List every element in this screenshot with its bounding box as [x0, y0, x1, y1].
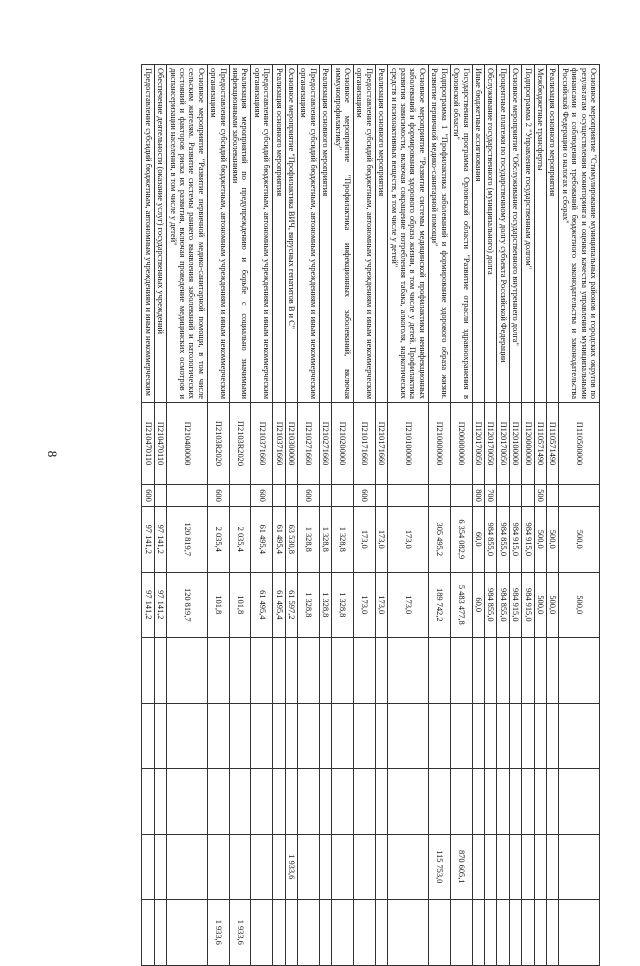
- row-expense-type-cell: [497, 485, 509, 507]
- row-amount-federal-cell: [229, 834, 251, 900]
- row-amount-regional-cell: 61 495,4: [273, 572, 285, 638]
- row-amount-col3-cell: [509, 638, 521, 704]
- row-amount-regional-cell: 500,0: [546, 572, 558, 638]
- row-amount-federal-cell: [154, 834, 166, 900]
- row-amount-federal-sub-cell: [319, 900, 331, 966]
- row-amount-federal-sub-cell: 1 933,6: [207, 900, 229, 966]
- row-amount-col3-cell: [484, 638, 496, 704]
- row-expense-type-cell: 600: [298, 485, 320, 507]
- row-code-cell: П200000000: [450, 403, 472, 485]
- row-name-cell: Межбюджетные трансферты: [534, 65, 546, 403]
- row-amount-regional-cell: 500,0: [559, 572, 600, 638]
- row-amount-federal-sub-cell: [472, 900, 484, 966]
- row-amount-col5-cell: [207, 769, 229, 835]
- row-amount-col3-cell: [375, 638, 387, 704]
- row-expense-type-cell: [154, 485, 166, 507]
- row-code-cell: П110571490: [534, 403, 546, 485]
- row-amount-col5-cell: [273, 769, 285, 835]
- table-row: [298, 65, 320, 966]
- row-code-cell: П2103R2020: [207, 403, 229, 485]
- row-name-cell: Основное мероприятие "Развитие первичной медико-санитарной помощи, в том числе сельским жителям. Развитие системы раннего выявления заболеваний и патологических состояний и факторов риска их развития, включая проведение медицинских осмотров и диспансеризации населения, в том числе у детей": [167, 65, 208, 403]
- row-amount-total-cell: 61 495,4: [273, 507, 285, 573]
- row-amount-col3-cell: [273, 638, 285, 704]
- row-code-cell: П120170050: [472, 403, 484, 485]
- row-amount-col3-cell: [285, 638, 297, 704]
- table-row: [375, 65, 387, 966]
- row-amount-federal-cell: [497, 834, 509, 900]
- table-row: [484, 65, 496, 966]
- table-row: [273, 65, 285, 966]
- row-amount-total-cell: 60,0: [472, 507, 484, 573]
- row-amount-federal-cell: 870 605,1: [450, 834, 472, 900]
- row-name-cell: Предоставление субсидий бюджетным, автономным учреждениям и иным некоммерческим организациям: [354, 65, 376, 403]
- row-amount-federal-cell: [332, 834, 354, 900]
- row-amount-col5-cell: [534, 769, 546, 835]
- row-amount-col3-cell: [472, 638, 484, 704]
- row-expense-type-cell: 500: [534, 485, 546, 507]
- row-amount-col3-cell: [167, 638, 208, 704]
- row-amount-total-cell: 984 855,0: [497, 507, 509, 573]
- row-amount-col3-cell: [142, 638, 154, 704]
- row-amount-regional-cell: 984 855,0: [497, 572, 509, 638]
- row-amount-col3-cell: [332, 638, 354, 704]
- row-name-cell: Реализация основного мероприятия: [375, 65, 387, 403]
- row-name-cell: Предоставление субсидий бюджетным, автономным учреждениям и иным некоммерческим организациям: [298, 65, 320, 403]
- row-expense-type-cell: [285, 485, 297, 507]
- row-amount-col4-cell: [546, 703, 558, 769]
- row-amount-federal-sub-cell: [534, 900, 546, 966]
- row-name-cell: Государственная программа Орловской области "Развитие отрасли здравоохранения в Орловской области": [450, 65, 472, 403]
- row-amount-regional-cell: 173,0: [388, 572, 429, 638]
- page-number: 8: [45, 450, 60, 458]
- table-row: [142, 65, 154, 966]
- rotated-page-content: [80, 64, 600, 945]
- row-name-cell: Основное мероприятие "Профилактика ВИЧ, вирусных гепатитов В и С": [285, 65, 297, 403]
- row-amount-col3-cell: [388, 638, 429, 704]
- row-amount-federal-sub-cell: [354, 900, 376, 966]
- row-amount-col3-cell: [251, 638, 273, 704]
- row-code-cell: П210100000: [388, 403, 429, 485]
- row-amount-col5-cell: [319, 769, 331, 835]
- row-code-cell: П210371660: [273, 403, 285, 485]
- row-expense-type-cell: [546, 485, 558, 507]
- row-name-cell: Предоставление субсидий бюджетным, автономным учреждениям и иным некоммерческим организациям: [207, 65, 229, 403]
- row-expense-type-cell: 600: [354, 485, 376, 507]
- row-amount-federal-cell: [167, 834, 208, 900]
- row-amount-col5-cell: [509, 769, 521, 835]
- row-amount-total-cell: 6 354 082,9: [450, 507, 472, 573]
- row-amount-federal-sub-cell: [154, 900, 166, 966]
- row-amount-col4-cell: [332, 703, 354, 769]
- row-amount-col4-cell: [207, 703, 229, 769]
- table-row: [354, 65, 376, 966]
- row-amount-total-cell: 173,0: [354, 507, 376, 573]
- row-amount-col4-cell: [559, 703, 600, 769]
- row-amount-col4-cell: [273, 703, 285, 769]
- row-amount-col4-cell: [375, 703, 387, 769]
- row-amount-total-cell: 173,0: [375, 507, 387, 573]
- table-row: [319, 65, 331, 966]
- row-amount-col4-cell: [167, 703, 208, 769]
- row-amount-regional-cell: 1 328,8: [298, 572, 320, 638]
- row-amount-federal-sub-cell: [332, 900, 354, 966]
- row-name-cell: Основное мероприятие "Развитие системы медицинской профилактики неинфекционных заболеваний и формирования здорового образа жизни, в том числе у детей. Профилактика развития зависимости, включая сокращение потребления табака, алкоголя, наркотических средств и психоактивных веществ, в том числе у детей": [388, 65, 429, 403]
- table-row: [229, 65, 251, 966]
- row-amount-federal-sub-cell: [428, 900, 450, 966]
- row-amount-col5-cell: [497, 769, 509, 835]
- row-amount-total-cell: 2 035,4: [229, 507, 251, 573]
- row-amount-col3-cell: [207, 638, 229, 704]
- row-amount-col4-cell: [229, 703, 251, 769]
- row-amount-regional-cell: 1 328,8: [332, 572, 354, 638]
- row-code-cell: П210470110: [154, 403, 166, 485]
- row-amount-col5-cell: [375, 769, 387, 835]
- row-amount-federal-cell: [546, 834, 558, 900]
- row-amount-federal-cell: [251, 834, 273, 900]
- row-name-cell: Обслуживание государственного (муниципального) долга: [484, 65, 496, 403]
- row-amount-federal-sub-cell: [142, 900, 154, 966]
- row-amount-regional-cell: 173,0: [354, 572, 376, 638]
- row-amount-regional-cell: 101,8: [207, 572, 229, 638]
- row-amount-col5-cell: [229, 769, 251, 835]
- row-name-cell: Подпрограмма 2 "Управление государственным долгом": [522, 65, 534, 403]
- row-amount-federal-cell: [559, 834, 600, 900]
- row-amount-federal-sub-cell: [484, 900, 496, 966]
- row-amount-col3-cell: [229, 638, 251, 704]
- row-amount-federal-sub-cell: [388, 900, 429, 966]
- table-row: [388, 65, 429, 966]
- row-amount-col3-cell: [546, 638, 558, 704]
- row-name-cell: Реализация основного мероприятия: [319, 65, 331, 403]
- row-amount-federal-cell: [509, 834, 521, 900]
- row-amount-federal-sub-cell: [497, 900, 509, 966]
- row-amount-federal-sub-cell: [285, 900, 297, 966]
- row-name-cell: Подпрограмма 1 "Профилактика заболеваний и формирование здорового образа жизни. Развитие первичной медико-санитарной помощи": [428, 65, 450, 403]
- table-row: [450, 65, 472, 966]
- row-amount-regional-cell: 101,8: [229, 572, 251, 638]
- row-expense-type-cell: [167, 485, 208, 507]
- row-name-cell: Иные бюджетные ассигнования: [472, 65, 484, 403]
- row-amount-total-cell: 120 819,7: [167, 507, 208, 573]
- row-code-cell: П210470110: [142, 403, 154, 485]
- row-amount-col4-cell: [154, 703, 166, 769]
- row-expense-type-cell: [319, 485, 331, 507]
- row-amount-regional-cell: 984 915,0: [522, 572, 534, 638]
- row-amount-regional-cell: 1 328,8: [319, 572, 331, 638]
- row-amount-col5-cell: [251, 769, 273, 835]
- row-amount-col4-cell: [522, 703, 534, 769]
- table-row: [497, 65, 509, 966]
- row-code-cell: П210171660: [354, 403, 376, 485]
- row-code-cell: П120170050: [484, 403, 496, 485]
- row-amount-total-cell: 97 141,2: [154, 507, 166, 573]
- row-code-cell: П210171660: [375, 403, 387, 485]
- row-amount-federal-sub-cell: [559, 900, 600, 966]
- row-amount-col4-cell: [142, 703, 154, 769]
- row-expense-type-cell: [388, 485, 429, 507]
- row-code-cell: П210371660: [251, 403, 273, 485]
- table-row: [251, 65, 273, 966]
- row-amount-federal-cell: [522, 834, 534, 900]
- row-amount-federal-cell: [484, 834, 496, 900]
- row-amount-col5-cell: [546, 769, 558, 835]
- table-row: [167, 65, 208, 966]
- row-amount-col4-cell: [534, 703, 546, 769]
- row-code-cell: П110500000: [559, 403, 600, 485]
- row-amount-federal-cell: [472, 834, 484, 900]
- row-amount-regional-cell: 189 742,2: [428, 572, 450, 638]
- row-amount-col3-cell: [522, 638, 534, 704]
- row-amount-col3-cell: [450, 638, 472, 704]
- row-expense-type-cell: [273, 485, 285, 507]
- table-row: [546, 65, 558, 966]
- row-amount-col3-cell: [534, 638, 546, 704]
- row-amount-federal-cell: [142, 834, 154, 900]
- row-amount-col4-cell: [388, 703, 429, 769]
- row-amount-col3-cell: [428, 638, 450, 704]
- table-row: [154, 65, 166, 966]
- row-amount-col4-cell: [354, 703, 376, 769]
- table-row: [559, 65, 600, 966]
- row-amount-total-cell: 500,0: [534, 507, 546, 573]
- row-name-cell: Процентные платежи по государственному долгу субъекта Российской Федерации: [497, 65, 509, 403]
- row-amount-federal-sub-cell: [450, 900, 472, 966]
- row-amount-federal-sub-cell: [273, 900, 285, 966]
- row-code-cell: П210271660: [319, 403, 331, 485]
- row-amount-col3-cell: [319, 638, 331, 704]
- table-row: [522, 65, 534, 966]
- row-amount-federal-cell: [375, 834, 387, 900]
- row-amount-col4-cell: [509, 703, 521, 769]
- row-amount-regional-cell: 97 141,2: [154, 572, 166, 638]
- row-amount-col4-cell: [472, 703, 484, 769]
- row-amount-col5-cell: [484, 769, 496, 835]
- row-amount-col5-cell: [154, 769, 166, 835]
- row-name-cell: Предоставление субсидий бюджетным, автономным учреждениям и иным некоммерческим организациям: [251, 65, 273, 403]
- row-expense-type-cell: [375, 485, 387, 507]
- row-code-cell: П2103R2020: [229, 403, 251, 485]
- row-amount-col4-cell: [251, 703, 273, 769]
- row-code-cell: П110571490: [546, 403, 558, 485]
- row-amount-col4-cell: [450, 703, 472, 769]
- row-expense-type-cell: [428, 485, 450, 507]
- row-name-cell: Реализация мероприятий по предупреждению и борьбе с социально значимыми инфекционными заболеваниями: [229, 65, 251, 403]
- row-amount-col5-cell: [332, 769, 354, 835]
- row-amount-col5-cell: [167, 769, 208, 835]
- row-expense-type-cell: [332, 485, 354, 507]
- row-amount-total-cell: 984 855,0: [484, 507, 496, 573]
- row-amount-federal-sub-cell: [251, 900, 273, 966]
- row-amount-col4-cell: [285, 703, 297, 769]
- row-amount-federal-cell: [388, 834, 429, 900]
- budget-table: [141, 64, 600, 966]
- table-row: [332, 65, 354, 966]
- row-code-cell: П120170050: [497, 403, 509, 485]
- row-amount-total-cell: 984 915,0: [509, 507, 521, 573]
- row-expense-type-cell: [229, 485, 251, 507]
- table-row: [428, 65, 450, 966]
- row-code-cell: П210000000: [428, 403, 450, 485]
- row-expense-type-cell: [509, 485, 521, 507]
- row-amount-regional-cell: 5 483 477,8: [450, 572, 472, 638]
- row-expense-type-cell: 600: [251, 485, 273, 507]
- row-name-cell: Обеспечение деятельности (оказание услуг) государственных учреждений: [154, 65, 166, 403]
- row-amount-regional-cell: 173,0: [375, 572, 387, 638]
- row-expense-type-cell: [522, 485, 534, 507]
- table-row: [534, 65, 546, 966]
- row-amount-federal-sub-cell: [167, 900, 208, 966]
- table-row: [472, 65, 484, 966]
- row-amount-total-cell: 500,0: [559, 507, 600, 573]
- row-expense-type-cell: 700: [484, 485, 496, 507]
- row-code-cell: П120100000: [509, 403, 521, 485]
- row-amount-col4-cell: [484, 703, 496, 769]
- row-amount-federal-cell: [207, 834, 229, 900]
- row-amount-federal-cell: [354, 834, 376, 900]
- row-name-cell: Реализация основного мероприятия: [273, 65, 285, 403]
- row-amount-col5-cell: [285, 769, 297, 835]
- table-row: [285, 65, 297, 966]
- row-amount-total-cell: 984 915,0: [522, 507, 534, 573]
- row-code-cell: П210400000: [167, 403, 208, 485]
- row-amount-federal-cell: [298, 834, 320, 900]
- row-amount-total-cell: 1 328,8: [298, 507, 320, 573]
- row-amount-regional-cell: 984 855,0: [484, 572, 496, 638]
- row-amount-col5-cell: [142, 769, 154, 835]
- row-name-cell: Основное мероприятие "Обслуживание государственного внутреннего долга": [509, 65, 521, 403]
- row-amount-federal-cell: [534, 834, 546, 900]
- row-amount-total-cell: 97 141,2: [142, 507, 154, 573]
- row-code-cell: П210271660: [298, 403, 320, 485]
- row-amount-col4-cell: [497, 703, 509, 769]
- row-name-cell: Реализация основного мероприятия: [546, 65, 558, 403]
- row-name-cell: Основное мероприятие "Стимулирование муниципальных районов и городских округов по результатам осуществления мониторинга и оценки качества управления муниципальными финансами и соблюдения требований бюджетного законодательства и законодательства Российской Федерации о налогах и сборах": [559, 65, 600, 403]
- table-row: [207, 65, 229, 966]
- row-amount-federal-sub-cell: 1 933,6: [229, 900, 251, 966]
- row-amount-total-cell: 61 495,4: [251, 507, 273, 573]
- table-row: [509, 65, 521, 966]
- budget-table-body: [142, 65, 600, 966]
- row-amount-col3-cell: [298, 638, 320, 704]
- row-amount-col3-cell: [559, 638, 600, 704]
- row-amount-col4-cell: [428, 703, 450, 769]
- row-expense-type-cell: 600: [207, 485, 229, 507]
- row-amount-col3-cell: [154, 638, 166, 704]
- row-amount-col5-cell: [298, 769, 320, 835]
- row-amount-total-cell: 1 328,8: [319, 507, 331, 573]
- row-expense-type-cell: [450, 485, 472, 507]
- row-amount-regional-cell: 97 141,2: [142, 572, 154, 638]
- row-amount-total-cell: 63 530,8: [285, 507, 297, 573]
- row-amount-federal-sub-cell: [509, 900, 521, 966]
- row-code-cell: П210300000: [285, 403, 297, 485]
- row-amount-regional-cell: 984 915,0: [509, 572, 521, 638]
- row-expense-type-cell: [559, 485, 600, 507]
- row-amount-federal-sub-cell: [375, 900, 387, 966]
- row-amount-federal-sub-cell: [522, 900, 534, 966]
- row-amount-federal-cell: 1 933,6: [285, 834, 297, 900]
- row-name-cell: Основное мероприятие "Профилактика инфекционных заболеваний, включая иммунопрофилактику": [332, 65, 354, 403]
- row-amount-col5-cell: [354, 769, 376, 835]
- row-amount-col5-cell: [428, 769, 450, 835]
- row-code-cell: П210200000: [332, 403, 354, 485]
- row-amount-total-cell: 305 495,2: [428, 507, 450, 573]
- row-amount-federal-cell: 115 753,0: [428, 834, 450, 900]
- row-amount-federal-sub-cell: [546, 900, 558, 966]
- row-amount-regional-cell: 120 819,7: [167, 572, 208, 638]
- row-amount-total-cell: 1 328,8: [332, 507, 354, 573]
- row-amount-col4-cell: [319, 703, 331, 769]
- row-amount-col5-cell: [559, 769, 600, 835]
- row-amount-total-cell: 500,0: [546, 507, 558, 573]
- row-amount-total-cell: 173,0: [388, 507, 429, 573]
- row-amount-col5-cell: [522, 769, 534, 835]
- row-amount-federal-cell: [273, 834, 285, 900]
- row-amount-col5-cell: [472, 769, 484, 835]
- row-amount-col5-cell: [388, 769, 429, 835]
- row-amount-regional-cell: 60,0: [472, 572, 484, 638]
- row-expense-type-cell: 600: [142, 485, 154, 507]
- row-amount-regional-cell: 61 495,4: [251, 572, 273, 638]
- row-amount-federal-sub-cell: [298, 900, 320, 966]
- row-amount-col4-cell: [298, 703, 320, 769]
- row-amount-col5-cell: [450, 769, 472, 835]
- row-amount-federal-cell: [319, 834, 331, 900]
- row-amount-regional-cell: 500,0: [534, 572, 546, 638]
- row-name-cell: Предоставление субсидий бюджетным, автономным учреждениям и иным некоммерческим: [142, 65, 154, 403]
- row-amount-col3-cell: [354, 638, 376, 704]
- row-amount-total-cell: 2 035,4: [207, 507, 229, 573]
- row-amount-regional-cell: 61 597,2: [285, 572, 297, 638]
- row-expense-type-cell: 800: [472, 485, 484, 507]
- row-amount-col3-cell: [497, 638, 509, 704]
- row-code-cell: П120000000: [522, 403, 534, 485]
